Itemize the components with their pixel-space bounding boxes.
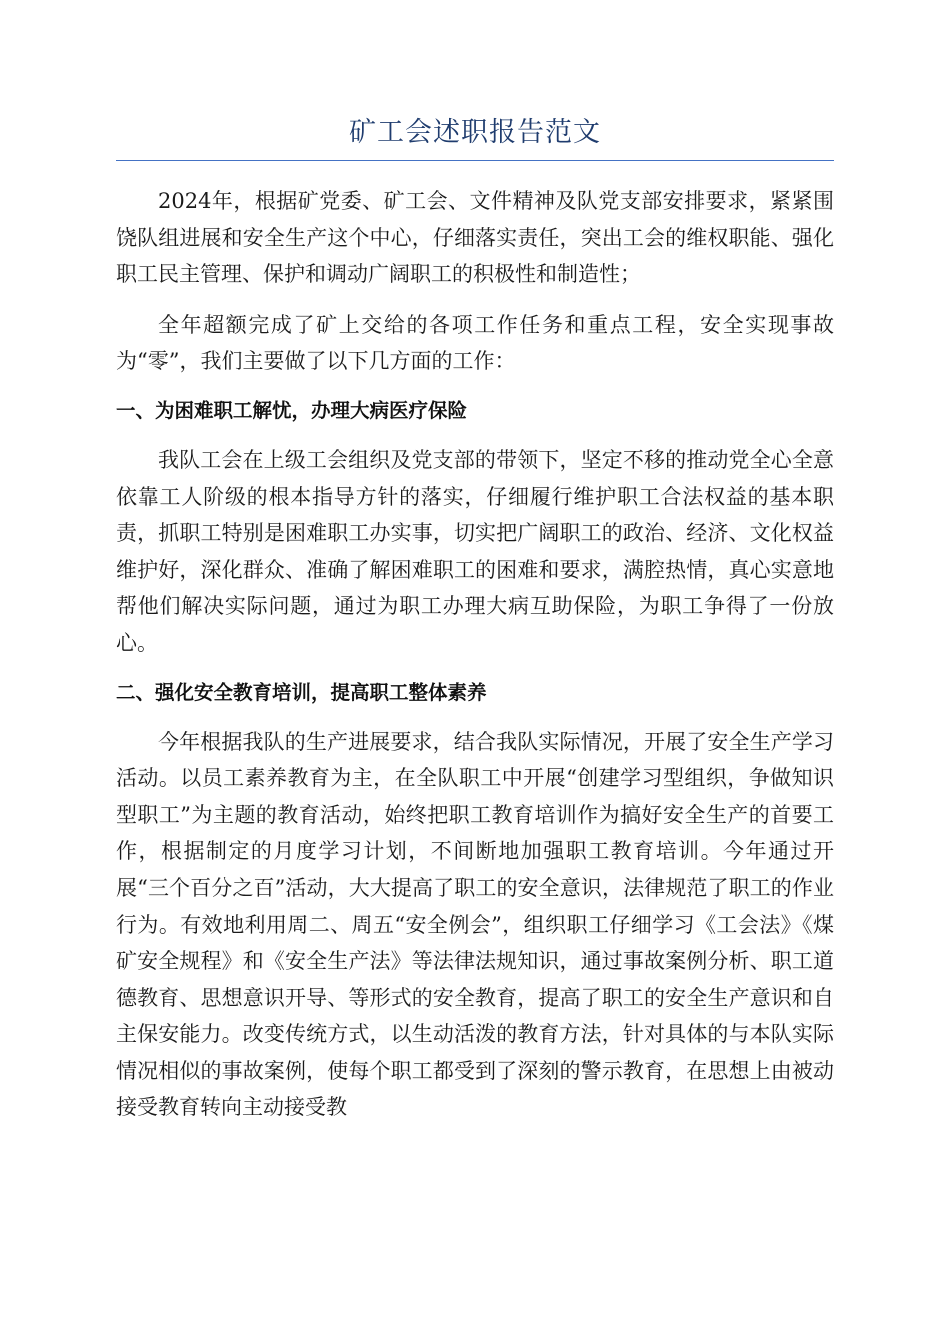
paragraph-intro-2: 全年超额完成了矿上交给的各项工作任务和重点工程，安全实现事故为“零”，我们主要做了以下几方面的工作： bbox=[116, 312, 834, 374]
section-heading-2: 二、强化安全教育培训，提高职工整体素养 bbox=[116, 680, 487, 704]
paragraph-intro-1: 2024年，根据矿党委、矿工会、文件精神及队党支部安排要求，紧紧围饶队组进展和安全生产这个中心，仔细落实责任，突出工会的维权职能、强化职工民主管理、保护和调动广阔职工的积极性和制造性； bbox=[116, 189, 834, 287]
section-heading-1: 一、为困难职工解忧，办理大病医疗保险 bbox=[116, 398, 468, 422]
document-title: 矿工会述职报告范文 bbox=[116, 108, 834, 161]
document-page bbox=[116, 108, 834, 1126]
paragraph-section-1: 我队工会在上级工会组织及党支部的带领下，坚定不移的推动党全心全意依靠工人阶级的根本指导方针的落实，仔细履行维护职工合法权益的基本职责，抓职工特别是困难职工办实事，切实把广阔职工的政治、经济、文化权益维护好，深化群众、准确了解困难职工的困难和要求，满腔热情，真心实意地帮他们解决实际问题，通过为职工办理大病互助保险，为职工争得了一份放心。 bbox=[116, 447, 834, 655]
paragraph-section-2: 今年根据我队的生产进展要求，结合我队实际情况，开展了安全生产学习活动。以员工素养教育为主，在全队职工中开展“创建学习型组织，争做知识型职工”为主题的教育活动，始终把职工教育培训作为搞好安全生产的首要工作，根据制定的月度学习计划，不间断地加强职工教育培训。今年通过开展“三个百分之百”活动，大大提高了职工的安全意识，法律规范了职工的作业行为。有效地利用周二、周五“安全例会”，组织职工仔细学习《工会法》《煤矿安全规程》和《安全生产法》等法律法规知识，通过事故案例分析、职工道德教育、思想意识开导、等形式的安全教育，提高了职工的安全生产意识和自主保安能力。改变传统方式，以生动活泼的教育方法，针对具体的与本队实际情况相似的事故案例，使每个职工都受到了深刻的警示教育，在思想上由被动接受教育转向主动接受教 bbox=[116, 729, 834, 1120]
